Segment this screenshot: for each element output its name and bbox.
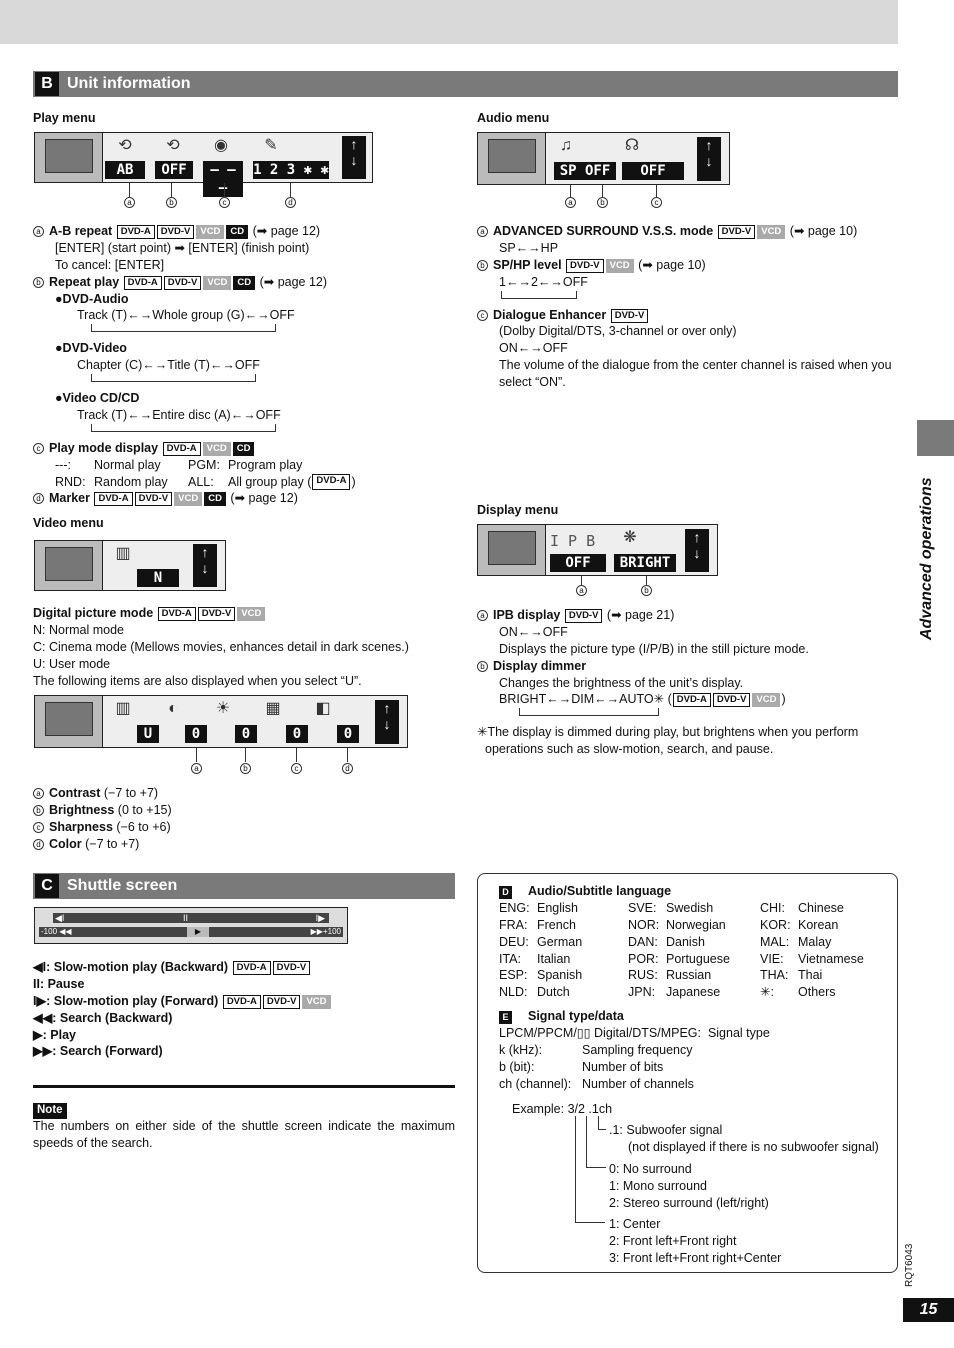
sphp-title: SP/HP level: [493, 257, 562, 272]
picture-icon: [45, 547, 93, 581]
shuttle-top-bar: [53, 913, 329, 923]
lang-name: Swedish: [666, 900, 714, 915]
page-ref: (➡ page 12): [252, 224, 321, 238]
callout-d: d: [285, 197, 296, 208]
callout-d: d: [342, 763, 353, 774]
osd-de-off: OFF: [622, 162, 684, 180]
repeat-icon: ⟲: [166, 137, 180, 154]
example-line: 2: Stereo surround (left/right): [609, 1195, 769, 1210]
lang-name: Japanese: [666, 985, 721, 1000]
lang-name: German: [537, 934, 583, 949]
mode-val: Program play: [228, 457, 303, 472]
lang-name: Korean: [798, 917, 839, 932]
lang-name: Chinese: [798, 900, 844, 915]
example-line: 2: Front left+Front right: [609, 1234, 737, 1249]
tag: DVD-V: [713, 693, 751, 707]
section-title: Shuttle screen: [67, 877, 178, 895]
mode-key: ---:: [55, 457, 71, 472]
lang-name: Others: [798, 985, 836, 1000]
callout-c: c: [651, 197, 662, 208]
ipb-icon: I P B: [550, 532, 596, 550]
lang-code: KOR:: [760, 917, 791, 932]
osd-mode: – – –: [203, 161, 243, 197]
letter-badge: E: [499, 1011, 512, 1024]
item-title: Search (Forward): [59, 1044, 163, 1059]
tag: VCD: [757, 225, 785, 239]
shuttle-osd: [34, 907, 348, 944]
note-label: [33, 1101, 67, 1119]
section-letter: B: [35, 72, 59, 96]
signal-val: Number of channels: [582, 1076, 694, 1091]
signal-val: Signal type: [707, 1025, 770, 1040]
language-row: [499, 934, 888, 951]
signal-title: Signal type/data: [528, 1009, 624, 1023]
de-line: (Dolby Digital/DTS, 3-channel or over only): [499, 324, 737, 339]
lang-code: RUS:: [628, 968, 658, 983]
language-row: [499, 951, 888, 968]
page-number: 15: [903, 1298, 954, 1322]
ipb-line: Displays the picture type (I/P/B) in the still picture mode.: [499, 641, 809, 656]
item-title: Brightness: [49, 802, 115, 817]
tag: DVD-V: [157, 225, 195, 239]
tag: VCD: [606, 259, 634, 273]
dp-title: Digital picture mode: [33, 606, 154, 620]
user-mode-items: [33, 785, 333, 853]
lang-title: Audio/Subtitle language: [528, 884, 672, 898]
section-letter: C: [35, 874, 59, 898]
callout-b: b: [166, 197, 177, 208]
lang-name: Vietnamese: [798, 951, 864, 966]
lang-code: CHI:: [760, 900, 785, 915]
osd-ipb-off: OFF: [550, 554, 606, 572]
osd-marker: 1 2 3 ✱ ✱: [253, 162, 329, 178]
surround-icon: ♫: [560, 137, 572, 154]
example-explain: [609, 1122, 894, 1267]
tag: DVD-A: [673, 693, 711, 707]
language-row: [499, 984, 888, 1001]
ab-line2: To cancel: [ENTER]: [55, 257, 165, 272]
signal-key: LPCM/PPCM/▯▯ Digital/DTS/MPEG:: [499, 1025, 701, 1040]
item-range: (0 to +15): [117, 802, 172, 817]
paren: ): [351, 474, 356, 489]
lang-code: THA:: [760, 968, 789, 983]
callout-a: a: [576, 585, 587, 596]
example-line: 3: Front left+Front right+Center: [609, 1251, 782, 1266]
lang-name: Spanish: [537, 968, 583, 983]
play-menu-descriptions: a A-B repeat DVD-A DVD-V VCD CD (➡ page 12) [ENTER] (start point) ➡ [ENTER] (finish point) To cancel: [ENTER] b Repeat play DVD-A DVD-V VCD CD (➡ page 12) ●DVD-Audio Track (T)←→Whole group (G)←→OFF ●DVD-Video Chapter (C)←→Title (T)←→OFF ●Video CD/CD Track (T)←→Entire disc (A)←→OFF c Play mode display DVD-A VCD CD ---: Normal play PGM: Program play RND: Random play ALL: All group play ( DVD-A ) d Marker DVD-A DVD-V VCD CD (➡ page 12): [33, 223, 453, 507]
tag: DVD-V: [718, 225, 756, 239]
sphp-seq: 1←→2←→OFF: [499, 274, 588, 289]
up-down-arrow-icon: ↑ ↓: [697, 137, 721, 181]
repeat-vcd-cd: ●Video CD/CD: [55, 391, 140, 405]
tag: DVD-A: [124, 276, 162, 290]
lang-code: NLD:: [499, 985, 528, 1000]
language-row: [499, 967, 888, 984]
up-down-arrow-icon: ↑ ↓: [685, 529, 709, 572]
tag: CD: [233, 442, 255, 456]
item-title: Search (Backward): [59, 1010, 173, 1025]
mode-val: Normal play: [94, 457, 161, 472]
top-banner: [0, 0, 898, 44]
mode-val: Random play: [94, 474, 168, 489]
marker-icon: ✎: [264, 137, 278, 154]
dp-line: C: Cinema mode (Mellows movies, enhances detail in dark scenes.): [33, 639, 409, 654]
callout-a: a: [124, 197, 135, 208]
ab-line1: [ENTER] (start point) ➡ [ENTER] (finish point): [55, 240, 310, 255]
mode-key: RND:: [55, 474, 86, 489]
tag: DVD-V: [135, 492, 173, 506]
callout-c: c: [219, 197, 230, 208]
bracket-line: [586, 1167, 606, 1168]
lang-code: POR:: [628, 951, 659, 966]
lang-code: SVE:: [628, 900, 657, 915]
repeat-ab-icon: ⟲: [118, 137, 132, 154]
speed-left: -100: [41, 927, 58, 936]
osd-brightness: 0: [235, 725, 257, 743]
lang-name: English: [537, 900, 578, 915]
up-down-arrow-icon: ↑ ↓: [375, 700, 399, 744]
user-mode-osd: [34, 695, 408, 748]
color-icon: ◧: [315, 700, 331, 717]
up-down-arrow-icon: ↑ ↓: [342, 136, 366, 179]
dimmer-icon: ❋: [623, 529, 637, 546]
de-line: ON←→OFF: [499, 341, 568, 356]
item-title: Play: [50, 1027, 76, 1042]
disc-icon-panel: [35, 133, 103, 182]
repeat-seq: Chapter (C)←→Title (T)←→OFF: [77, 358, 260, 373]
model-code: RQT6043: [904, 1243, 915, 1287]
display-icon: [488, 531, 536, 565]
bracket-line: [598, 1116, 599, 1130]
display-menu-descriptions: a IPB display DVD-V (➡ page 21) ON←→OFF Displays the picture type (I/P/B) in the still picture mode. b Display dimmer Changes the brightness of the unit’s display. BRIGHT←→DIM←→AUTO✳ ( DVD-A DVD-V VCD ) ✳The display is dimmed during play, but brightens when you perform operations such as slow-motion, search, and pause.: [477, 607, 902, 758]
item-symbol: II:: [33, 976, 45, 991]
lang-code: MAL:: [760, 934, 790, 949]
item-title: Color: [49, 836, 82, 851]
lang-code: ITA:: [499, 951, 521, 966]
paren: ): [781, 692, 786, 707]
item-title: Contrast: [49, 786, 101, 800]
item-range: (−7 to +7): [103, 786, 159, 800]
shuttle-bottom-bar: [39, 927, 343, 937]
de-title: Dialogue Enhancer: [493, 307, 607, 322]
tag: VCD: [302, 995, 330, 1009]
example-line: 1: Center: [609, 1217, 661, 1232]
play-icon: ▶: [187, 927, 209, 937]
signal-val: Sampling frequency: [582, 1042, 693, 1057]
audio-menu-heading: Audio menu: [477, 111, 550, 125]
slow-fwd-icon: I▶: [315, 913, 325, 923]
vss-title: ADVANCED SURROUND V.S.S. mode: [493, 224, 714, 238]
osd-sp-off: SP OFF: [554, 162, 616, 180]
item-symbol: ▶▶:: [33, 1044, 57, 1059]
example-line: 0: No surround: [609, 1161, 692, 1176]
speaker-icon: [488, 139, 536, 173]
osd-n: N: [137, 569, 179, 587]
item-letter: d: [33, 839, 44, 850]
page-ref: (➡ page 12): [259, 274, 328, 289]
repeat-title: Repeat play: [49, 274, 120, 289]
play-menu-heading: Play menu: [33, 111, 96, 125]
tag: DVD-V: [263, 995, 301, 1009]
item-letter: c: [33, 822, 44, 833]
page-ref: (➡ page 12): [230, 491, 298, 506]
audio-menu-descriptions: a ADVANCED SURROUND V.S.S. mode DVD-V VCD (➡ page 10) SP←→HP b SP/HP level DVD-V VCD (➡ page 10) 1←→2←→OFF c Dialogue Enhancer DVD-V (Dolby Digital/DTS, 3-channel or over only) ON←→OFF The volume of the dialogue from the center channel is raised when you select “ON”.: [477, 223, 902, 391]
signal-val: Number of bits: [582, 1059, 664, 1074]
digital-picture-desc: [33, 605, 453, 689]
side-tab: [917, 420, 954, 456]
lang-name: Danish: [666, 934, 705, 949]
tag: CD: [233, 276, 255, 290]
mode-key: PGM:: [188, 457, 220, 472]
page-ref: (➡ page 10): [789, 224, 858, 238]
note-badge: Note: [33, 1103, 67, 1119]
tag: VCD: [203, 276, 231, 290]
section-c-header: [33, 873, 455, 899]
bracket-line: [598, 1129, 606, 1130]
item-symbol: I▶:: [33, 993, 51, 1008]
callout-c: c: [291, 763, 302, 774]
play-mode-icon: ◉: [214, 137, 228, 154]
lang-code: DEU:: [499, 934, 529, 949]
tag: VCD: [237, 607, 265, 621]
item-title: Slow-motion play (Forward): [53, 993, 219, 1008]
tag: DVD-V: [273, 961, 311, 975]
language-table: [499, 900, 888, 1001]
osd-ab: AB: [105, 161, 145, 179]
tag: DVD-A: [312, 474, 350, 491]
item-letter: a: [33, 788, 44, 799]
search-back-icon: ◀◀: [59, 927, 72, 936]
lang-code: FRA:: [499, 917, 528, 932]
dimmer-title: Display dimmer: [493, 658, 587, 673]
lang-code: VIE:: [760, 951, 784, 966]
tag: DVD-V: [198, 607, 236, 621]
osd-contrast: 0: [185, 725, 207, 743]
lang-name: Portuguese: [666, 951, 730, 966]
ab-repeat-title: A-B repeat: [49, 224, 113, 238]
dimmer-footnote: ✳The display is dimmed during play, but brightens when you perform operations such as slow-motion, search, and pause.: [477, 725, 859, 757]
osd-bright: BRIGHT: [614, 554, 676, 572]
callout-b: b: [240, 763, 251, 774]
shuttle-items: [33, 959, 453, 1060]
tag: DVD-V: [566, 259, 604, 273]
mode-key: ALL:: [188, 474, 214, 489]
item-title: Slow-motion play (Backward): [53, 960, 229, 974]
tag: VCD: [203, 442, 231, 456]
tag: DVD-A: [158, 607, 196, 621]
picture-icon: [45, 702, 93, 736]
item-title: Sharpness: [49, 819, 113, 834]
up-down-arrow-icon: ↑ ↓: [193, 544, 217, 587]
signal-key: ch (channel):: [499, 1076, 572, 1091]
repeat-dvd-video: ●DVD-Video: [55, 341, 127, 356]
lang-name: Malay: [798, 934, 832, 949]
language-section: [499, 883, 889, 1001]
callout-b: b: [641, 585, 652, 596]
page-ref: (➡ page 10): [638, 257, 706, 272]
sharpness-icon: ▦: [265, 700, 281, 717]
lang-code: JPN:: [628, 985, 656, 1000]
language-row: [499, 900, 888, 917]
tag: DVD-V: [164, 276, 202, 290]
play-menu-osd: [34, 132, 373, 196]
picture-mode-icon: ▥: [115, 545, 131, 562]
note-text: The numbers on either side of the shuttle screen indicate the maximum speeds of the search.: [33, 1119, 455, 1150]
callout-a: a: [565, 197, 576, 208]
display-menu-osd: [477, 524, 718, 576]
bracket-line: [586, 1116, 587, 1168]
item-title: Pause: [47, 976, 85, 991]
de-line: The volume of the dialogue from the center channel is raised when you select “ON”.: [499, 358, 892, 389]
callout-b: b: [597, 197, 608, 208]
osd-u: U: [137, 725, 159, 743]
osd-color: 0: [337, 725, 359, 743]
tag: CD: [204, 492, 226, 506]
lang-code: DAN:: [628, 934, 658, 949]
bracket-line: [575, 1222, 605, 1223]
pause-icon: II: [183, 913, 189, 923]
item-letter: b: [33, 805, 44, 816]
tag: DVD-V: [565, 609, 603, 623]
dp-line: N: Normal mode: [33, 622, 124, 637]
tag: DVD-A: [117, 225, 155, 239]
repeat-seq: Track (T)←→Entire disc (A)←→OFF: [77, 407, 281, 422]
lang-code: NOR:: [628, 917, 660, 932]
tag: DVD-V: [611, 309, 649, 323]
search-fwd-icon: ▶▶: [310, 927, 323, 936]
brightness-icon: ☀: [215, 700, 231, 717]
tag: DVD-A: [223, 995, 261, 1009]
dimmer-line: Changes the brightness of the unit’s display.: [499, 675, 744, 690]
callout-a: a: [191, 763, 202, 774]
tag: VCD: [174, 492, 202, 506]
ipb-title: IPB display: [493, 608, 561, 622]
speed-right: +100: [322, 927, 341, 936]
play-mode-title: Play mode display: [49, 440, 159, 455]
lang-name: Thai: [798, 968, 823, 983]
audio-menu-osd: [477, 132, 730, 185]
repeat-dvd-audio: ●DVD-Audio: [55, 291, 129, 306]
dp-line: U: User mode: [33, 656, 111, 671]
video-menu-osd: [34, 540, 226, 591]
item-symbol: ▶:: [33, 1027, 47, 1042]
dp-line: The following items are also displayed when you select “U”.: [33, 673, 362, 688]
example-line: (not displayed if there is no subwoofer signal): [628, 1139, 879, 1154]
picture-mode-icon: ▥: [115, 700, 131, 717]
item-symbol: ◀◀:: [33, 1010, 57, 1025]
section-title: Unit information: [67, 75, 191, 93]
mode-val: All group play (: [228, 474, 312, 489]
osd-off: OFF: [155, 161, 193, 179]
tag: CD: [226, 225, 248, 239]
bracket-line: [575, 1116, 576, 1223]
divider: [33, 1085, 455, 1088]
tag: DVD-A: [94, 492, 132, 506]
video-menu-heading: Video menu: [33, 516, 104, 530]
disc-icon: [45, 139, 93, 173]
tag: VCD: [752, 693, 780, 707]
tag: VCD: [196, 225, 224, 239]
ipb-line: ON←→OFF: [499, 624, 568, 639]
example-line: .1: Subwoofer signal: [609, 1123, 723, 1137]
signal-key: b (bit):: [499, 1059, 535, 1074]
example-line: 1: Mono surround: [609, 1178, 707, 1193]
lang-name: Dutch: [537, 985, 570, 1000]
signal-example: Example: 3/2 .1ch: [512, 1102, 613, 1116]
lang-code: ✳:: [760, 985, 774, 1000]
item-range: (−6 to +6): [116, 819, 171, 834]
page-ref: (➡ page 21): [606, 608, 675, 622]
dimmer-seq: BRIGHT←→DIM←→AUTO✳ (: [499, 692, 672, 707]
item-symbol: ◀I:: [33, 960, 51, 974]
contrast-icon: ◐: [168, 700, 178, 717]
dialogue-icon: ☊: [624, 137, 640, 154]
item-range: (−7 to +7): [85, 836, 140, 851]
tag: DVD-A: [233, 961, 271, 975]
lang-name: French: [537, 917, 576, 932]
language-row: [499, 917, 888, 934]
lang-name: Russian: [666, 968, 712, 983]
vss-seq: SP←→HP: [499, 240, 559, 255]
display-menu-heading: Display menu: [477, 503, 559, 517]
lang-code: ENG:: [499, 900, 530, 915]
tag: DVD-A: [163, 442, 201, 456]
side-label: Advanced operations: [918, 477, 935, 640]
osd-sharpness: 0: [286, 725, 308, 743]
lang-name: Norwegian: [666, 917, 726, 932]
lang-name: Italian: [537, 951, 571, 966]
marker-title: Marker: [49, 491, 90, 506]
section-b-header: [33, 71, 898, 97]
letter-badge: D: [499, 886, 512, 899]
signal-section: [499, 1008, 894, 1092]
signal-key: k (kHz):: [499, 1042, 543, 1057]
slow-back-icon: ◀I: [55, 913, 65, 923]
lang-code: ESP:: [499, 968, 528, 983]
repeat-seq: Track (T)←→Whole group (G)←→OFF: [77, 308, 295, 323]
